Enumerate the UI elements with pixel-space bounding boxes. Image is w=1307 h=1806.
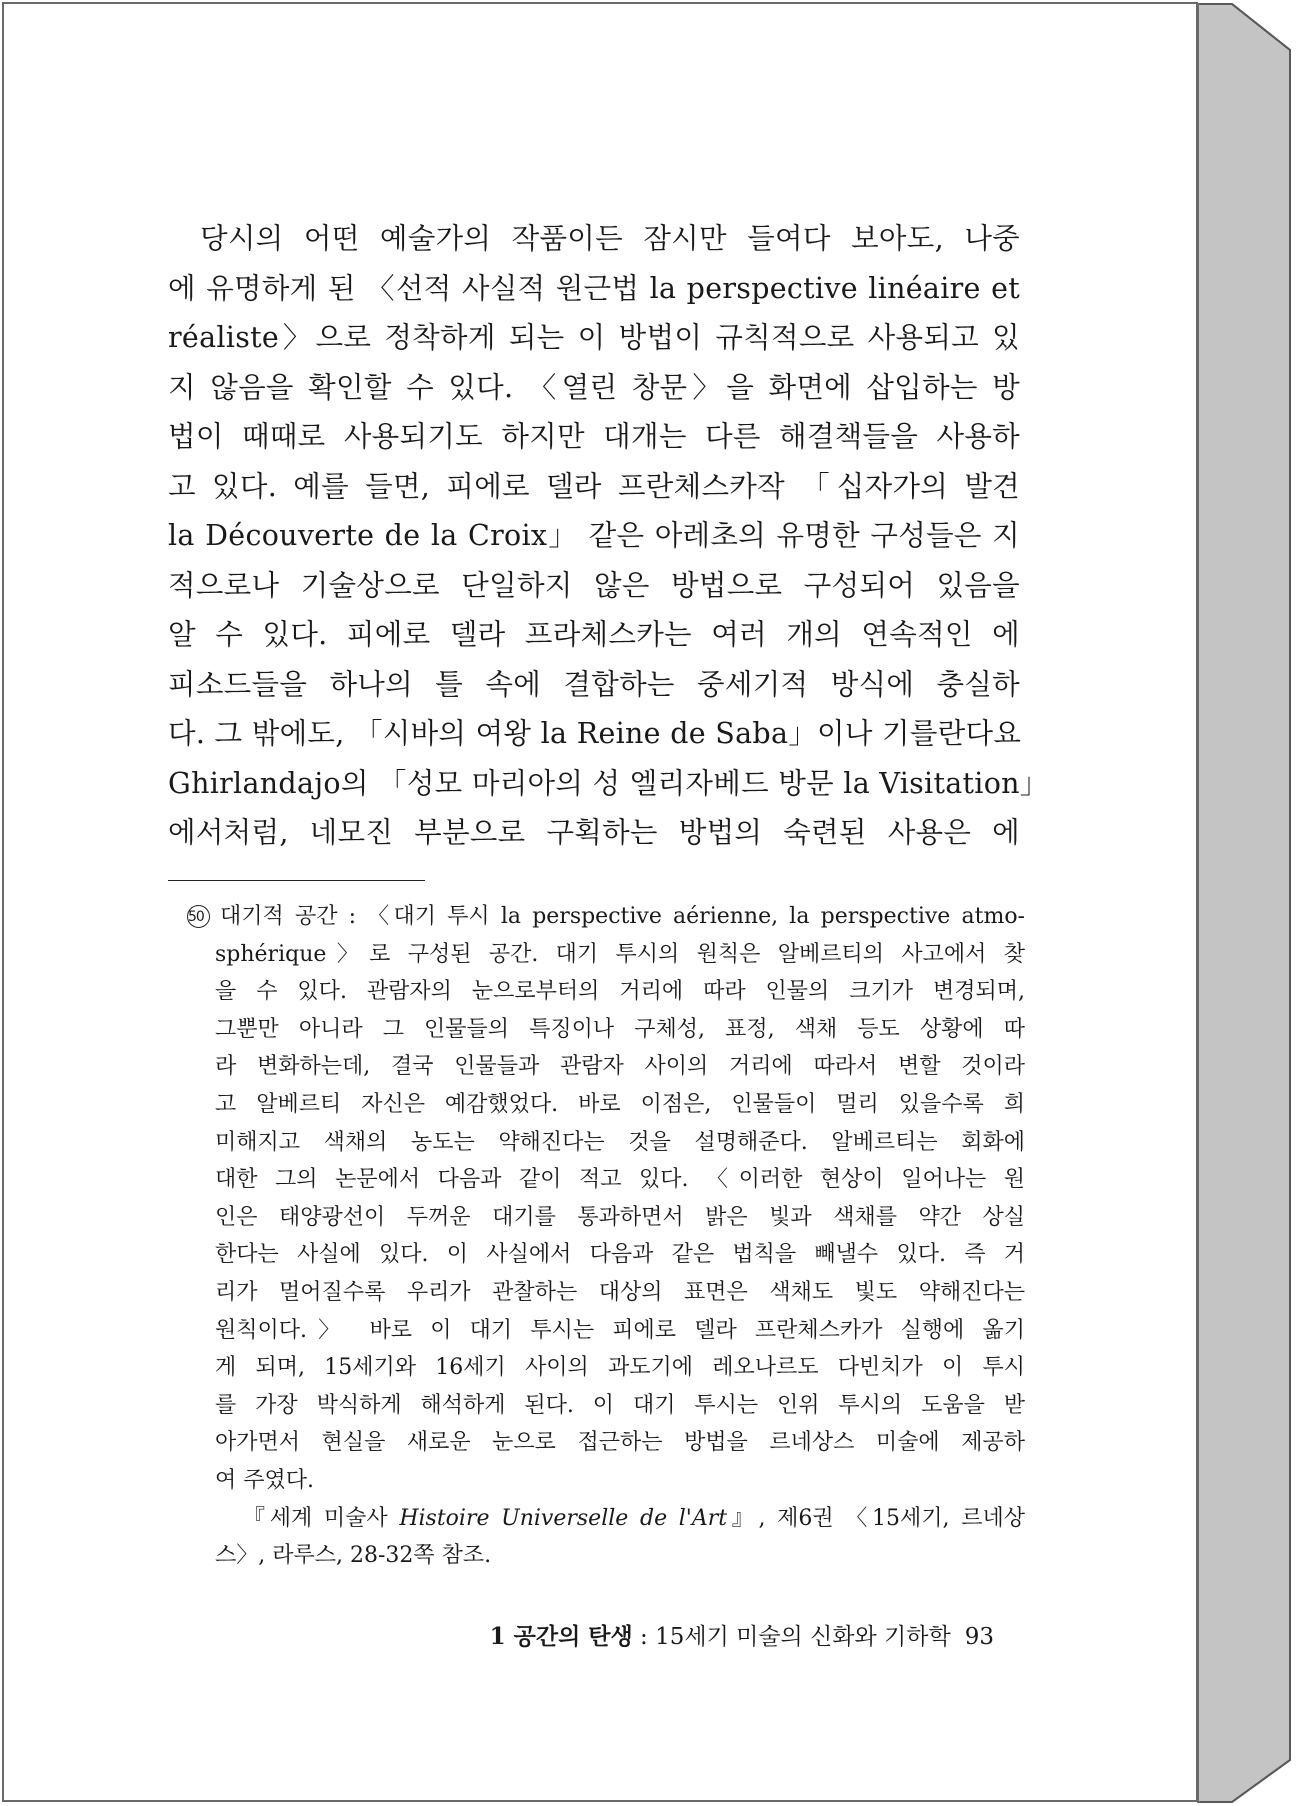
footnote	[187, 898, 1025, 1575]
running-footer	[466, 1618, 994, 1651]
footnote-line: 리가 멀어질수록 우리가 관찰하는 대상의 표면은 색채도 빛도 약해진다는	[215, 1279, 1025, 1305]
footnote-line: 미해지고 색채의 농도는 약해진다는 것을 설명해준다. 알베르티는 회화에	[215, 1129, 1025, 1155]
body-line: 적으로나 기술상으로 단일하지 않은 방법으로 구성되어 있음을	[168, 568, 1020, 602]
page-edge-shade	[1198, 4, 1290, 1802]
footer-chapter-title: 1 공간의 탄생	[489, 1623, 633, 1650]
body-line: 알 수 있다. 피에로 델라 프라체스카는 여러 개의 연속적인 에	[168, 618, 1020, 651]
footnote-line: 를 가장 박식하게 해석하게 된다. 이 대기 투시는 인위 투시의 도움을 받	[215, 1392, 1025, 1418]
body-line: 에 유명하게 된 〈선적 사실적 원근법 la perspective linéaire et	[168, 271, 1020, 305]
footnote-line: 원칙이다.〉 바로 이 대기 투시는 피에로 델라 프란체스카가 실행에 옮기	[215, 1317, 1025, 1343]
footnote-line: 게 되며, 15세기와 16세기 사이의 과도기에 레오나르도 다빈치가 이 투시	[215, 1355, 1025, 1381]
footnote-line: 고 알베르티 자신은 예감했었다. 바로 이점은, 인물들이 멀리 있을수록 희	[215, 1091, 1025, 1117]
footnote-line: 대한 그의 논문에서 다음과 같이 적고 있다. 〈이러한 현상이 일어나는 원	[215, 1167, 1025, 1193]
footer-subtitle: : 15세기 미술의 신화와 기하학	[632, 1624, 951, 1650]
body-line: Ghirlandajo의 「성모 마리아의 성 엘리자베드 방문 la Visitation」	[168, 766, 1049, 800]
footnote-line: 아가면서 현실을 새로운 눈으로 접근하는 방법을 르네상스 미술에 제공하	[215, 1430, 1025, 1456]
footnote-line: 한다는 사실에 있다. 이 사실에서 다음과 같은 법칙을 빼낼수 있다. 즉 거	[215, 1242, 1025, 1268]
footnote-text: 대기적 공간 : 〈대기 투시 la perspective aérienne, la perspective atmo-	[220, 904, 1025, 929]
footnote-line: 라 변화하는데, 결국 인물들과 관람자 사이의 거리에 따라서 변할 것이라	[215, 1054, 1025, 1080]
body-line: 피소드들을 하나의 틀 속에 결합하는 중세기적 방식에 충실하	[168, 667, 1020, 701]
footnote-number-badge: 50	[187, 905, 210, 928]
main-body-text	[168, 214, 1049, 858]
footnote-line: 여 주였다.	[215, 1467, 314, 1493]
reference-prefix: 『세계 미술사	[243, 1505, 400, 1531]
footnote-line	[187, 898, 1025, 936]
footnote-reference-line	[187, 1500, 1025, 1538]
body-line: 고 있다. 예를 들면, 피에로 델라 프란체스카작 「십자가의 발견	[168, 469, 1020, 503]
footnote-reference-line: 스〉, 라루스, 28-32쪽 참조.	[215, 1543, 492, 1569]
body-line: la Découverte de la Croix」 같은 아레초의 유명한 구성들은 지	[168, 519, 1020, 552]
body-line: 다. 그 밖에도, 「시바의 여왕 la Reine de Saba」이나 기를란다요	[168, 717, 1022, 750]
body-line: 지 않음을 확인할 수 있다. 〈열린 창문〉을 화면에 삽입하는 방	[168, 370, 1020, 404]
body-line: réaliste〉으로 정착하게 되는 이 방법이 규칙적으로 사용되고 있	[168, 321, 1020, 354]
reference-suffix: 』, 제6권 〈15세기, 르네상	[727, 1505, 1025, 1531]
footnote-line: 인은 태양광선이 두꺼운 대기를 통과하면서 밝은 빛과 색채를 약간 상실	[215, 1204, 1025, 1230]
body-line: 당시의 어떤 예술가의 작품이든 잠시만 들여다 보아도, 나중	[200, 222, 1020, 255]
footnote-line: 그뿐만 아니라 그 인물들의 특징이나 구체성, 표정, 색채 등도 상황에 따	[215, 1016, 1025, 1042]
footnote-separator-rule	[168, 880, 425, 881]
footnote-line: 을 수 있다. 관람자의 눈으로부터의 거리에 따라 인물의 크기가 변경되며,	[215, 979, 1025, 1005]
page-number: 93	[964, 1624, 994, 1650]
body-line: 법이 때때로 사용되기도 하지만 대개는 다른 해결책들을 사용하	[168, 420, 1020, 453]
footnote-line: sphérique〉로 구성된 공간. 대기 투시의 원칙은 알베르티의 사고에서 찾	[215, 941, 1025, 967]
body-line: 에서처럼, 네모진 부분으로 구획하는 방법의 숙련된 사용은 에	[168, 816, 1020, 849]
reference-book-title: Histoire Universelle de l'Art	[399, 1505, 728, 1531]
